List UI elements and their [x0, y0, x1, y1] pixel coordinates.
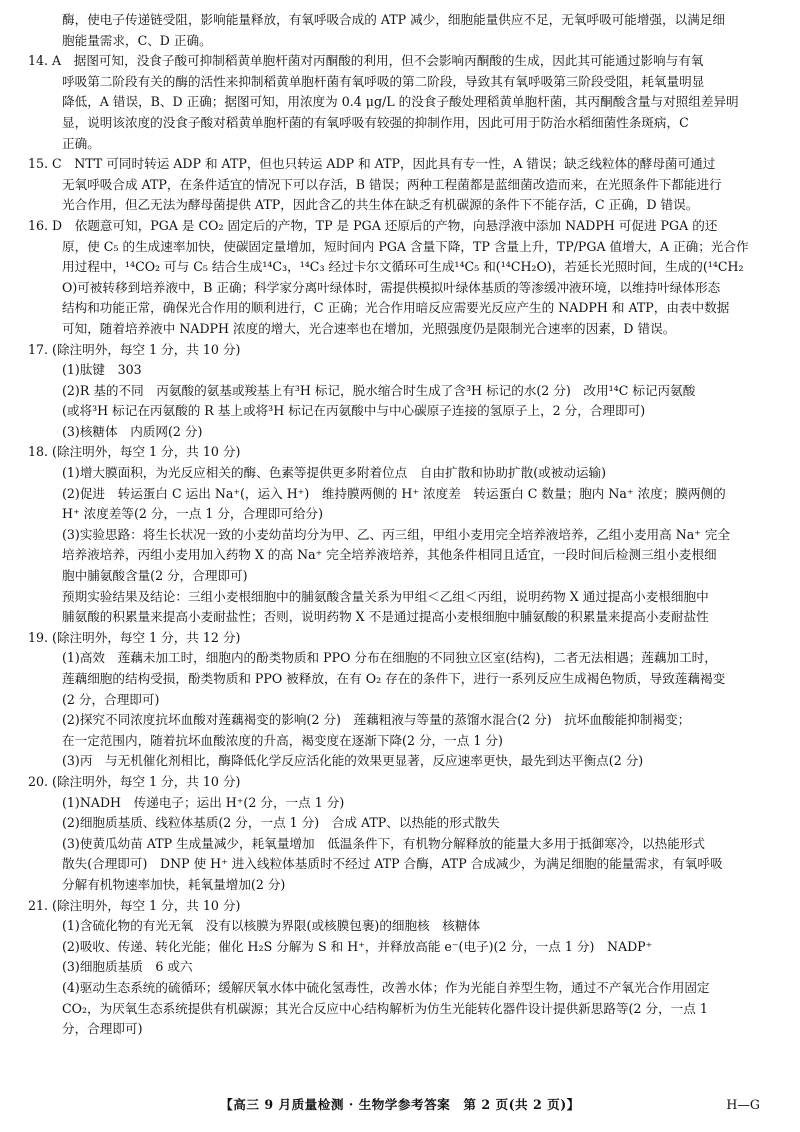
text-line: 降低，A 错误，B、D 正确；据图可知，用浓度为 0.4 μg/L 的没食子酸处理稻黄单胞杆菌，其丙酮酸含量与对照组差异明 — [62, 94, 739, 110]
text-line: 培养液培养，丙组小麦用加入药物 X 的高 Na⁺ 完全培养液培养，其他条件相同且适宜，一段时间后检测三组小麦根细 — [62, 547, 717, 563]
text-line: (3)细胞质基质 6 或六 — [62, 959, 193, 975]
text-line: 分，合理即可) — [62, 1021, 143, 1037]
text-line: 光合作用，但乙无法为酵母菌提供 ATP，因此含乙的共生体在缺乏有机碳源的条件下不能存活，C 正确，D 错误。 — [62, 197, 699, 213]
footer-title: 【高三 9 月质量检测 · 生物学参考答案 第 2 页(共 2 页)】 — [220, 1097, 580, 1112]
page-footer — [0, 1094, 800, 1116]
text-line: 预期实验结果及结论：三组小麦根细胞中的脯氨酸含量关系为甲组＜乙组＜丙组，说明药物 X 通过提高小麦根细胞中 — [62, 588, 709, 604]
text-line: 分解有机物速率加快，耗氧量增加(2 分) — [62, 876, 286, 892]
text-line: (3)使黄瓜幼苗 ATP 生成量减少，耗氧量增加 低温条件下，有机物分解释放的能量大多用于抵御寒冷，以热能形式 — [62, 835, 706, 851]
text-line: (1)肽键 303 — [62, 362, 142, 378]
text-line: 16. D 依题意可知，PGA 是 CO₂ 固定后的产物，TP 是 PGA 还原后的产物，向悬浮液中添加 NADPH 可促进 PGA 的还 — [28, 217, 718, 233]
text-line: (2)促进 转运蛋白 C 运出 Na⁺(，运入 H⁺) 维持膜两侧的 H⁺ 浓度差 转运蛋白 C 数量；胞内 Na⁺ 浓度；膜两侧的 — [62, 485, 726, 501]
text-line: (1)含硫化物的有光无氧 没有以核膜为界限(或核膜包裹)的细胞核 核糖体 — [62, 918, 481, 934]
footer-code: H—G — [726, 1097, 760, 1112]
text-line: 无氧呼吸合成 ATP，在条件适宜的情况下可以存活，B 错误；两种工程菌都是蓝细菌改造而来，在光照条件下都能进行 — [62, 176, 722, 192]
text-line: 脯氨酸的积累量来提高小麦耐盐性；否则，说明药物 X 不是通过提高小麦根细胞中脯氨酸的积累量来提高小麦耐盐性 — [62, 609, 709, 625]
text-line: 20. (除注明外，每空 1 分，共 10 分) — [28, 773, 241, 789]
text-line: CO₂，为厌氧生态系统提供有机碳源；其光合反应中心结构解析为仿生光能转化器件设计提供新思路等(2 分，一点 1 — [62, 1000, 708, 1016]
text-line: (2)细胞质基质、线粒体基质(2 分，一点 1 分) 合成 ATP、以热能的形式散失 — [62, 815, 500, 831]
text-line: (3)核糖体 内质网(2 分) — [62, 423, 203, 439]
text-line: 可知，随着培养液中 NADPH 浓度的增大，光合速率也在增加，光照强度仍是限制光合速率的因素，D 错误。 — [62, 320, 676, 336]
text-line: 15. C NTT 可同时转运 ADP 和 ATP，但也只转运 ADP 和 ATP，因此具有专一性，A 错误；缺乏线粒体的酵母菌可通过 — [28, 156, 716, 172]
text-line: 显，说明该浓度的没食子酸对稻黄单胞杆菌的有氧呼吸有较强的抑制作用，因此可用于防治水稻细菌性条斑病，C — [62, 114, 689, 130]
text-line: (1)高效 莲藕未加工时，细胞内的酚类物质和 PPO 分布在细胞的不同独立区室(结构)，二者无法相遇；莲藕加工时， — [62, 650, 717, 666]
text-line: 14. A 据图可知，没食子酸可抑制稻黄单胞杆菌对丙酮酸的利用，但不会影响丙酮酸的生成，因此其可能通过影响与有氧 — [28, 53, 704, 69]
text-line: 在一定范围内，随着抗坏血酸浓度的升高，褐变度在逐渐下降(2 分，一点 1 分) — [62, 732, 503, 748]
text-line: 21. (除注明外，每空 1 分，共 10 分) — [28, 897, 241, 913]
text-line: 呼吸第二阶段有关的酶的活性来抑制稻黄单胞杆菌有氧呼吸的第二阶段，导致其有氧呼吸第三阶段受阻，耗氧量明显 — [62, 73, 705, 89]
text-line: 散失(合理即可) DNP 使 H⁺ 进入线粒体基质时不经过 ATP 合酶，ATP 合成减少，为满足细胞的能量需求，有氧呼吸 — [62, 856, 723, 872]
text-line: (2)吸收、传递、转化光能；催化 H₂S 分解为 S 和 H⁺，并释放高能 e⁻(电子)(2 分，一点 1 分) NADP⁺ — [62, 938, 653, 954]
text-line: 17. (除注明外，每空 1 分，共 10 分) — [28, 341, 241, 357]
text-line: 19. (除注明外，每空 1 分，共 12 分) — [28, 629, 241, 645]
text-line: 胞中脯氨酸含量(2 分，合理即可) — [62, 568, 248, 584]
text-line: (2)探究不同浓度抗坏血酸对莲藕褐变的影响(2 分) 莲藕粗液与等量的蒸馏水混合(2 分) 抗坏血酸能抑制褐变； — [62, 712, 691, 728]
text-line: 18. (除注明外，每空 1 分，共 10 分) — [28, 444, 241, 460]
text-line: (或将³H 标记在丙氨酸的 R 基上或将³H 标记在丙氨酸中与中心碳原子连接的氢原子上，2 分，合理即可) — [62, 403, 646, 419]
text-line: (1)增大膜面积，为光反应相关的酶、色素等提供更多附着位点 自由扩散和协助扩散(或被动运输) — [62, 465, 607, 481]
text-line: (1)NADH 传递电子；运出 H⁺(2 分，一点 1 分) — [62, 794, 345, 810]
text-line: (3)丙 与无机催化剂相比，酶降低化学反应活化能的效果更显著，反应速率更快，最先到达平衡点(2 分) — [62, 753, 644, 769]
text-line: 用过程中，¹⁴CO₂ 可与 C₅ 结合生成¹⁴C₃，¹⁴C₃ 经过卡尔文循环可生成¹⁴C₅ 和(¹⁴CH₂O)，若延长光照时间，生成的(¹⁴CH₂ — [62, 259, 744, 275]
text-line: (2 分，合理即可) — [62, 691, 160, 707]
text-line: H⁺ 浓度差等(2 分，一点 1 分，合理即可给分) — [62, 506, 323, 522]
text-line: 结构和功能正常，确保光合作用的顺利进行，C 正确；光合作用暗反应需要光反应产生的 NADPH 和 ATP，由表中数据 — [62, 300, 730, 316]
text-line: 酶，使电子传递链受阻，影响能量释放，有氧呼吸合成的 ATP 减少，细胞能量供应不足，无氧呼吸可能增强，以满足细 — [62, 12, 725, 27]
text-line: (2)R 基的不同 丙氨酸的氨基或羧基上有³H 标记，脱水缩合时生成了含³H 标记的水(2 分) 改用¹⁴C 标记丙氨酸 — [62, 382, 696, 398]
answer-content — [28, 10, 772, 1040]
text-line: O)可被转移到培养液中，B 正确；科学家分离叶绿体时，需提供模拟叶绿体基质的等渗缓冲液环境，以维持叶绿体形态 — [62, 279, 721, 295]
text-line: 正确。 — [62, 135, 100, 151]
text-line: (4)驱动生态系统的硫循环；缓解厌氧水体中硫化氢毒性，改善水体；作为光能自养型生物，通过不产氧光合作用固定 — [62, 979, 710, 995]
text-line: 胞能量需求，C、D 正确。 — [62, 32, 212, 48]
text-line: 莲藕细胞的结构受损，酚类物质和 PPO 被释放，在有 O₂ 存在的条件下，进行一系列反应生成褐色物质，导致莲藕褐变 — [62, 671, 726, 686]
text-line: (3)实验思路：将生长状况一致的小麦幼苗均分为甲、乙、丙三组，甲组小麦用完全培养液培养，乙组小麦用高 Na⁺ 完全 — [62, 526, 731, 542]
text-line: 原，使 C₅ 的生成速率加快，使碳固定量增加，短时间内 PGA 含量下降，TP 含量上升，TP/PGA 值增大，A 正确；光合作 — [62, 238, 749, 254]
